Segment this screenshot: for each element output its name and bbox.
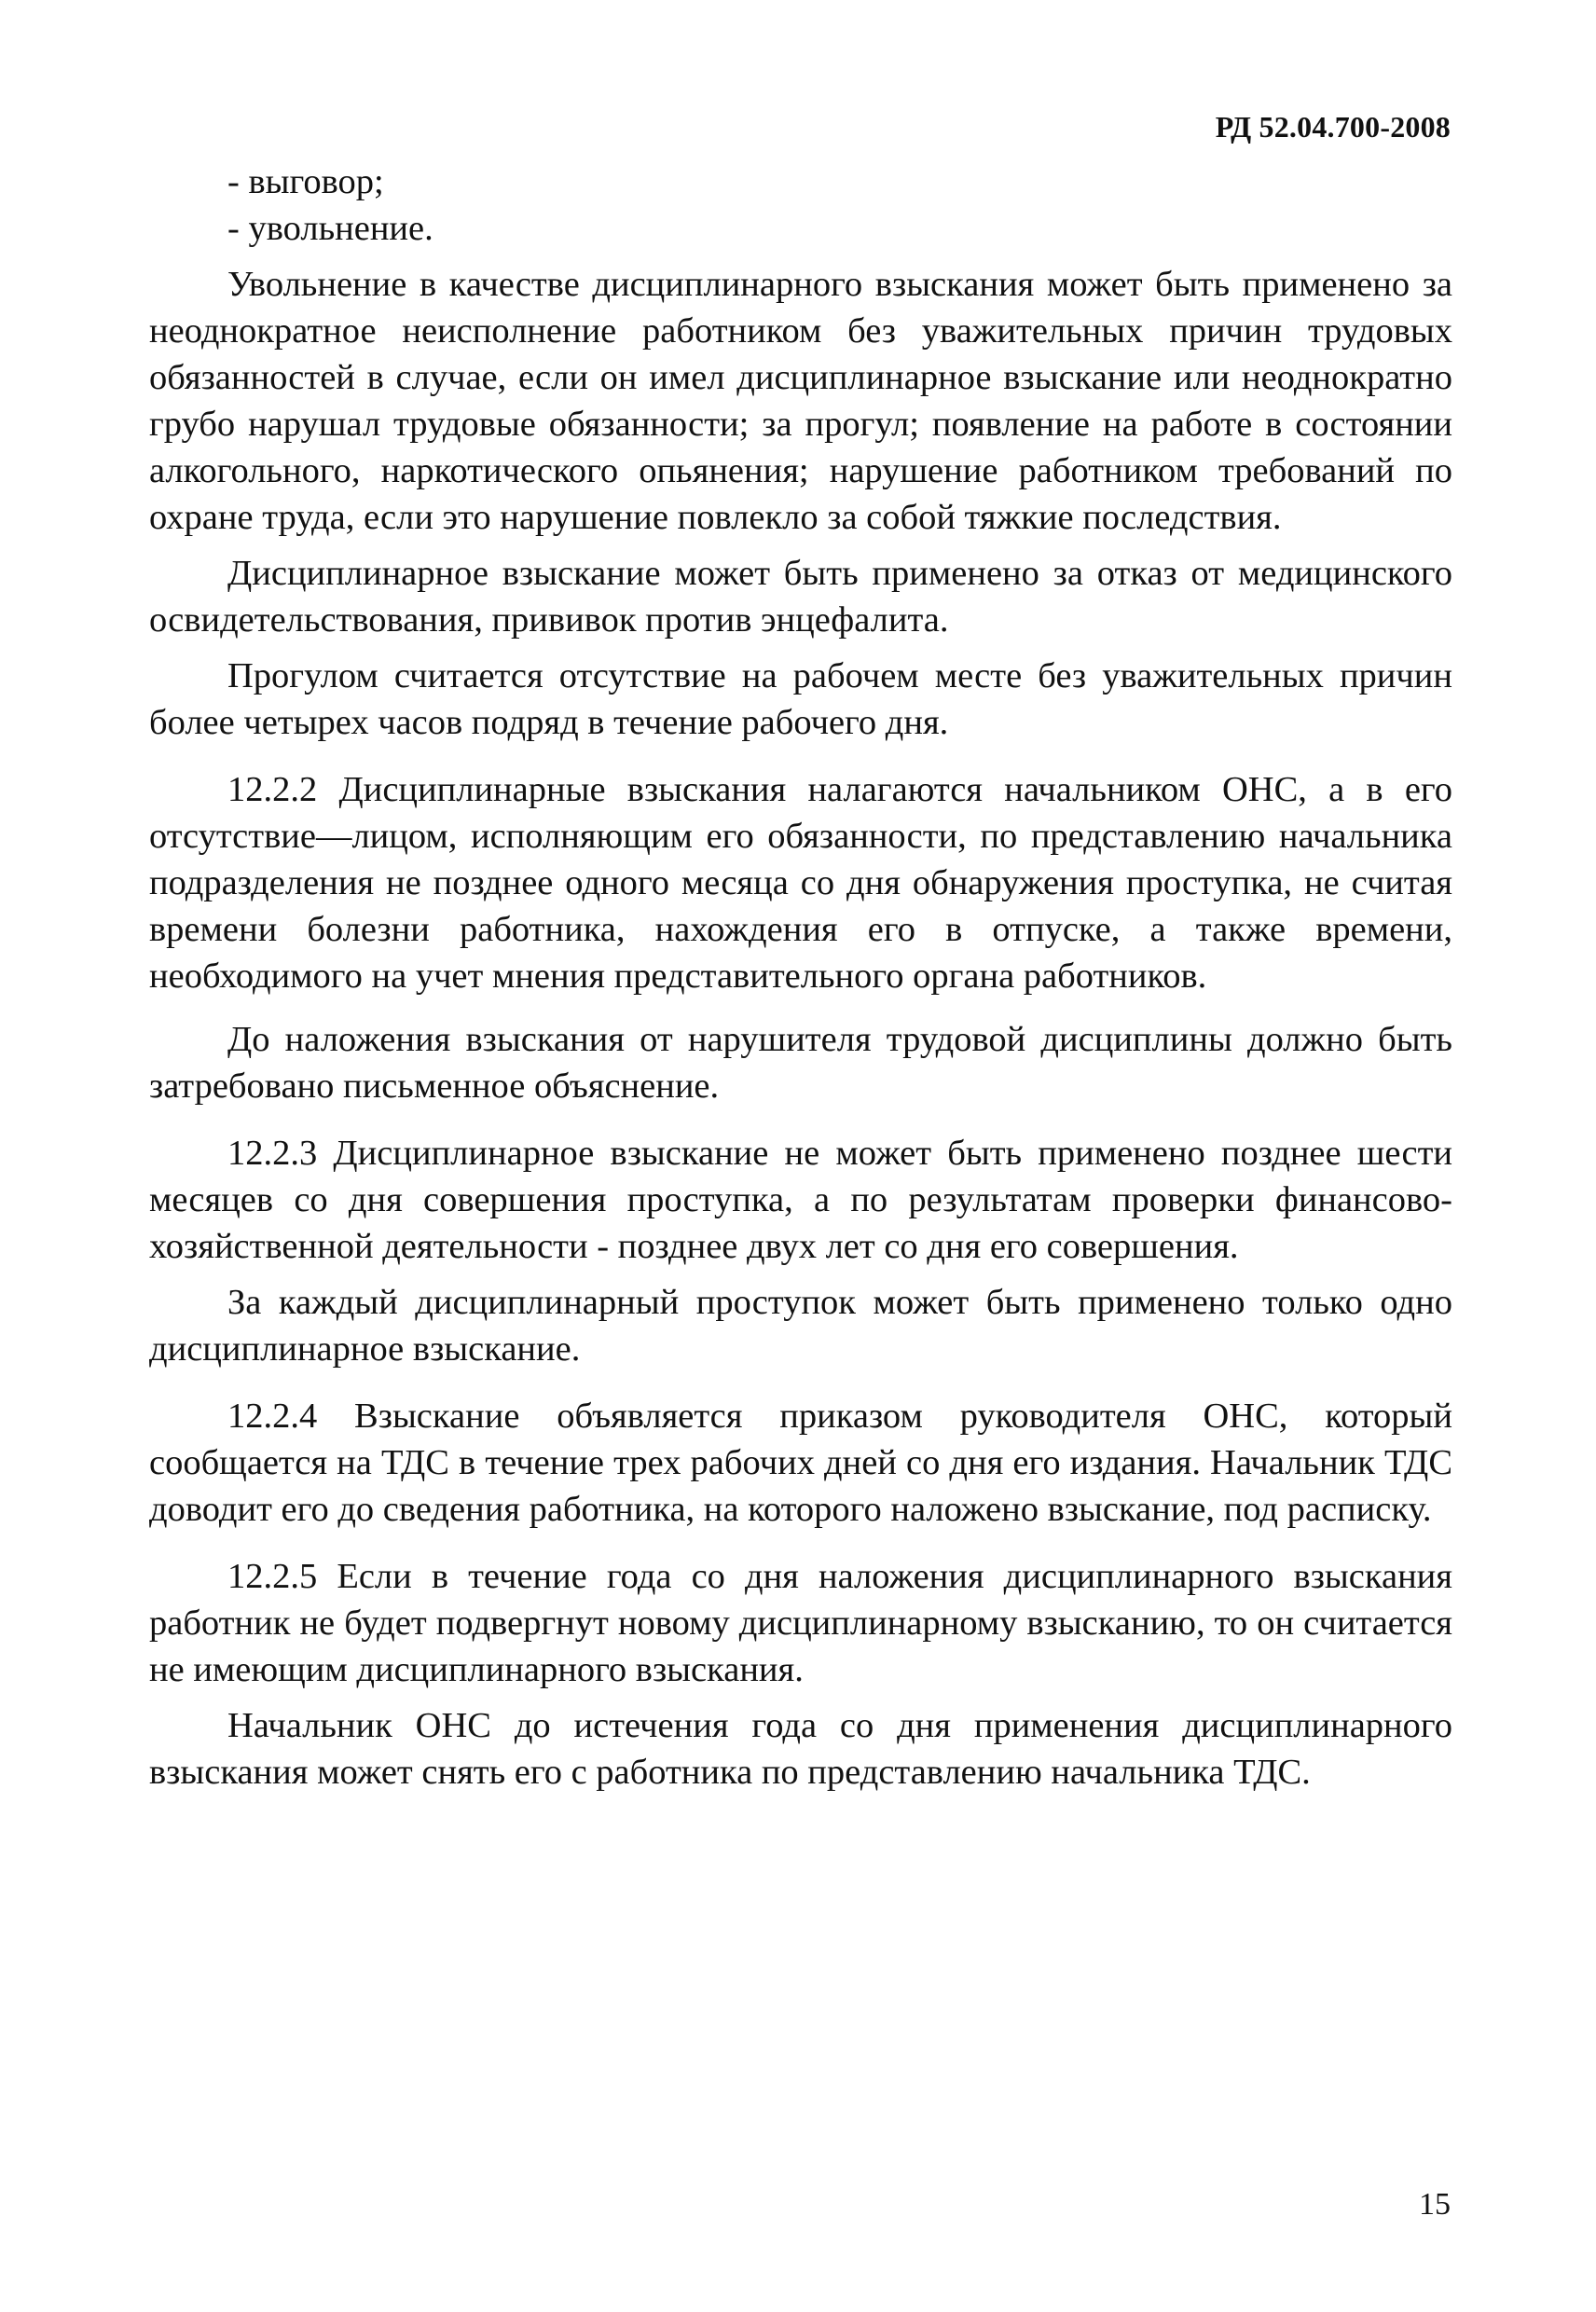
paragraph-12-2-4: 12.2.4 Взыскание объявляется приказом руководителя ОНС, который сообщается на ТДС в течение трех рабочих дней со дня его издания. Начальник ТДС доводит его до сведения работника, на которого наложено взыскание, под расписку. [149, 1397, 1452, 1529]
document-body [149, 158, 1452, 1796]
paragraph-single-penalty: За каждый дисциплинарный проступок может быть применено только одно дисциплинарное взыскание. [149, 1283, 1452, 1369]
document-code: РД 52.04.700-2008 [1215, 110, 1451, 144]
paragraph-12-2-2: 12.2.2 Дисциплинарные взыскания налагаются начальником ОНС, а в его отсутствие—лицом, исполняющим его обязанности, по представлению начальника подразделения не позднее одного месяца со дня обнаружения проступка, не считая времени болезни работника, нахождения его в отпуске, а также времени, необходимого на учет мнения представительного органа работников. [149, 770, 1452, 996]
paragraph-medical-refusal: Дисциплинарное взыскание может быть применено за отказ от медицинского освидетельствования, прививок против энцефалита. [149, 554, 1452, 640]
list-item-reprimand: - выговор; [227, 162, 384, 201]
list-item-dismissal: - увольнение. [227, 209, 433, 248]
paragraph-penalty-removal: Начальник ОНС до истечения года со дня применения дисциплинарного взыскания может снять его с работника по представлению начальника ТДС. [149, 1706, 1452, 1792]
page-number: 15 [1419, 2187, 1451, 2222]
paragraph-dismissal-grounds: Увольнение в качестве дисциплинарного взыскания может быть применено за неоднократное неисполнение работником без уважительных причин трудовых обязанностей в случае, если он имел дисциплинарное взыскание или неоднократно грубо нарушал трудовые обязанности; за прогул; появление на работе в состоянии алкогольного, наркотического опьянения; нарушение работником требований по охране труда, если это нарушение повлекло за собой тяжкие последствия. [149, 265, 1452, 537]
paragraph-12-2-3: 12.2.3 Дисциплинарное взыскание не может быть применено позднее шести месяцев со дня совершения проступка, а по результатам проверки финансово-хозяйственной деятельности - позднее двух лет со дня его совершения. [149, 1134, 1452, 1266]
paragraph-absence-definition: Прогулом считается отсутствие на рабочем месте без уважительных причин более четырех часов подряд в течение рабочего дня. [149, 656, 1452, 742]
paragraph-12-2-5: 12.2.5 Если в течение года со дня наложения дисциплинарного взыскания работник не будет подвергнут новому дисциплинарному взысканию, то он считается не имеющим дисциплинарного взыскания. [149, 1557, 1452, 1689]
paragraph-explanation: До наложения взыскания от нарушителя трудовой дисциплины должно быть затребовано письменное объяснение. [149, 1020, 1452, 1106]
